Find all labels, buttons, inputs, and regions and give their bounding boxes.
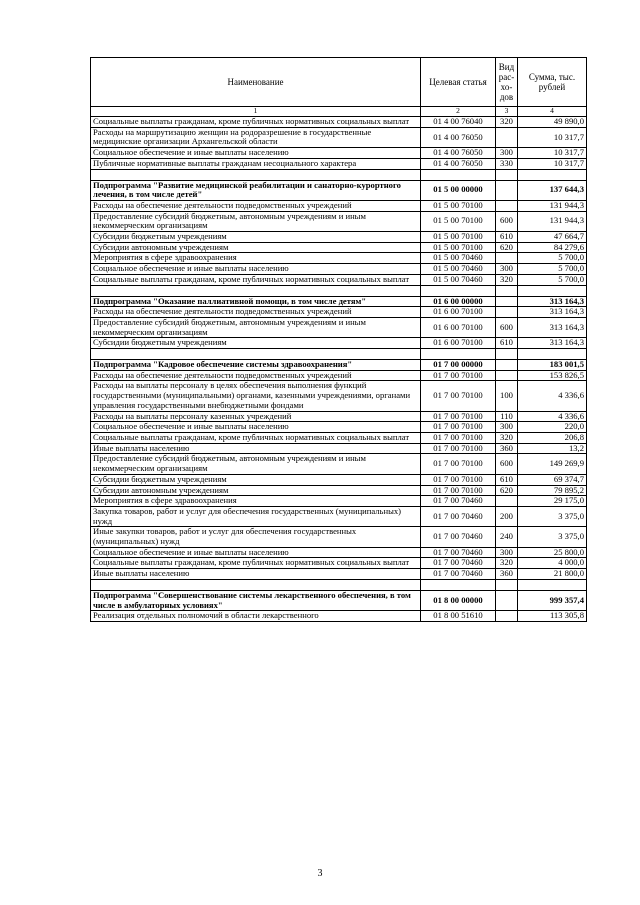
cell-vid: 600 <box>496 454 518 474</box>
cell-name: Субсидии бюджетным учреждениям <box>91 232 421 243</box>
table-row <box>91 253 587 264</box>
subprogram-row <box>91 360 587 371</box>
table-row <box>91 200 587 211</box>
table-row <box>91 211 587 231</box>
cell-vid: 620 <box>496 242 518 253</box>
cell-name: Мероприятия в сфере здравоохранения <box>91 253 421 264</box>
spacer-row <box>91 349 587 360</box>
cell-name: Закупка товаров, работ и услуг для обеспечения государственных (муниципальных) нужд <box>91 506 421 526</box>
cell-sum: 999 357,4 <box>518 590 587 610</box>
cell-vid: 610 <box>496 474 518 485</box>
cell-name: Расходы на выплаты персоналу в целях обеспечения выполнения функций государственными (муниципальными) органами, казенными учреждениями, органами управления государственными внебюджетными фондами <box>91 381 421 411</box>
cell-vid: 360 <box>496 569 518 580</box>
empty-cell <box>421 349 496 360</box>
table-row <box>91 148 587 159</box>
cell-code: 01 7 00 70100 <box>421 432 496 443</box>
cell-code: 01 6 00 00000 <box>421 296 496 307</box>
table-row <box>91 274 587 285</box>
cell-code: 01 7 00 70460 <box>421 527 496 547</box>
empty-cell <box>518 285 587 296</box>
cell-name: Субсидии автономным учреждениям <box>91 242 421 253</box>
cell-name: Социальное обеспечение и иные выплаты населению <box>91 422 421 433</box>
cell-name: Расходы на обеспечение деятельности подведомственных учреждений <box>91 200 421 211</box>
header-name: Наименование <box>91 58 421 107</box>
cell-code: 01 7 00 70100 <box>421 443 496 454</box>
cell-name: Иные выплаты населению <box>91 443 421 454</box>
cell-code: 01 7 00 70460 <box>421 569 496 580</box>
cell-code: 01 6 00 70100 <box>421 317 496 337</box>
cell-code: 01 8 00 51610 <box>421 611 496 622</box>
empty-cell <box>421 285 496 296</box>
cell-code: 01 7 00 70100 <box>421 370 496 381</box>
cell-sum: 69 374,7 <box>518 474 587 485</box>
cell-sum: 25 800,0 <box>518 547 587 558</box>
cell-code: 01 7 00 70100 <box>421 381 496 411</box>
cell-vid <box>496 127 518 147</box>
cell-code: 01 5 00 70100 <box>421 232 496 243</box>
cell-name: Публичные нормативные выплаты гражданам несоциального характера <box>91 158 421 169</box>
empty-cell <box>518 579 587 590</box>
cell-vid: 600 <box>496 211 518 231</box>
cell-sum: 220,0 <box>518 422 587 433</box>
table-row <box>91 307 587 318</box>
cell-vid: 610 <box>496 338 518 349</box>
cell-code: 01 8 00 00000 <box>421 590 496 610</box>
table-row <box>91 474 587 485</box>
cell-vid <box>496 370 518 381</box>
cell-vid: 200 <box>496 506 518 526</box>
cell-sum: 13,2 <box>518 443 587 454</box>
empty-cell <box>91 579 421 590</box>
header-vid: Вид рас-хо-дов <box>496 58 518 107</box>
table-body <box>91 117 587 622</box>
cell-code: 01 5 00 70100 <box>421 211 496 231</box>
cell-vid: 620 <box>496 485 518 496</box>
cell-name: Реализация отдельных полномочий в области лекарственного <box>91 611 421 622</box>
cell-name: Мероприятия в сфере здравоохранения <box>91 496 421 507</box>
cell-sum: 313 164,3 <box>518 317 587 337</box>
cell-name: Социальное обеспечение и иные выплаты населению <box>91 148 421 159</box>
cell-name: Субсидии бюджетным учреждениям <box>91 474 421 485</box>
cell-name: Социальные выплаты гражданам, кроме публичных нормативных социальных выплат <box>91 432 421 443</box>
cell-code: 01 5 00 70460 <box>421 274 496 285</box>
table-row <box>91 242 587 253</box>
cell-vid <box>496 360 518 371</box>
cell-code: 01 5 00 70100 <box>421 200 496 211</box>
table-row <box>91 432 587 443</box>
empty-cell <box>496 285 518 296</box>
cell-sum: 21 800,0 <box>518 569 587 580</box>
empty-cell <box>91 349 421 360</box>
table-row <box>91 569 587 580</box>
subprogram-row <box>91 180 587 200</box>
cell-name: Предоставление субсидий бюджетным, автономным учреждениям и иным некоммерческим организациям <box>91 211 421 231</box>
cell-vid: 300 <box>496 547 518 558</box>
cell-vid: 100 <box>496 381 518 411</box>
cell-name: Подпрограмма "Кадровое обеспечение системы здравоохранения" <box>91 360 421 371</box>
empty-cell <box>496 579 518 590</box>
cell-code: 01 4 00 76050 <box>421 148 496 159</box>
cell-code: 01 7 00 70460 <box>421 496 496 507</box>
cell-sum: 49 890,0 <box>518 117 587 128</box>
cell-vid: 240 <box>496 527 518 547</box>
spacer-row <box>91 579 587 590</box>
column-number: 2 <box>421 107 496 117</box>
table-row <box>91 127 587 147</box>
cell-sum: 3 375,0 <box>518 506 587 526</box>
cell-sum: 5 700,0 <box>518 253 587 264</box>
cell-name: Иные выплаты населению <box>91 569 421 580</box>
cell-vid <box>496 296 518 307</box>
cell-code: 01 7 00 70100 <box>421 454 496 474</box>
cell-sum: 206,8 <box>518 432 587 443</box>
cell-name: Социальные выплаты гражданам, кроме публичных нормативных социальных выплат <box>91 558 421 569</box>
table-row <box>91 381 587 411</box>
table-row <box>91 158 587 169</box>
cell-vid: 600 <box>496 317 518 337</box>
cell-code: 01 4 00 76050 <box>421 127 496 147</box>
cell-code: 01 7 00 00000 <box>421 360 496 371</box>
cell-vid: 320 <box>496 432 518 443</box>
empty-cell <box>518 169 587 180</box>
table-row <box>91 443 587 454</box>
table-row <box>91 485 587 496</box>
cell-vid: 320 <box>496 558 518 569</box>
table-row <box>91 558 587 569</box>
cell-code: 01 4 00 76050 <box>421 158 496 169</box>
cell-sum: 113 305,8 <box>518 611 587 622</box>
cell-name: Иные закупки товаров, работ и услуг для обеспечения государственных (муниципальных) нужд <box>91 527 421 547</box>
cell-sum: 313 164,3 <box>518 338 587 349</box>
cell-sum: 10 317,7 <box>518 148 587 159</box>
cell-vid: 300 <box>496 148 518 159</box>
header-code: Целевая статья <box>421 58 496 107</box>
table-row <box>91 232 587 243</box>
empty-cell <box>421 579 496 590</box>
table-row <box>91 496 587 507</box>
cell-vid: 330 <box>496 158 518 169</box>
header-sum: Сумма, тыс. рублей <box>518 58 587 107</box>
table-row <box>91 454 587 474</box>
table-row <box>91 317 587 337</box>
column-number: 4 <box>518 107 587 117</box>
cell-name: Предоставление субсидий бюджетным, автономным учреждениям и иным некоммерческим организациям <box>91 454 421 474</box>
cell-vid: 110 <box>496 411 518 422</box>
cell-vid: 300 <box>496 264 518 275</box>
cell-sum: 313 164,3 <box>518 307 587 318</box>
table-row <box>91 370 587 381</box>
cell-name: Социальное обеспечение и иные выплаты населению <box>91 264 421 275</box>
cell-name: Социальное обеспечение и иные выплаты населению <box>91 547 421 558</box>
cell-name: Субсидии бюджетным учреждениям <box>91 338 421 349</box>
cell-code: 01 7 00 70460 <box>421 547 496 558</box>
table-row <box>91 547 587 558</box>
cell-sum: 131 944,3 <box>518 211 587 231</box>
cell-sum: 313 164,3 <box>518 296 587 307</box>
cell-vid <box>496 611 518 622</box>
cell-vid <box>496 307 518 318</box>
cell-code: 01 7 00 70460 <box>421 558 496 569</box>
cell-sum: 84 279,6 <box>518 242 587 253</box>
cell-sum: 3 375,0 <box>518 527 587 547</box>
column-number: 1 <box>91 107 421 117</box>
cell-sum: 183 001,5 <box>518 360 587 371</box>
empty-cell <box>496 169 518 180</box>
cell-vid: 300 <box>496 422 518 433</box>
cell-sum: 4 336,6 <box>518 411 587 422</box>
cell-sum: 79 895,2 <box>518 485 587 496</box>
table-row <box>91 338 587 349</box>
empty-cell <box>421 169 496 180</box>
cell-vid <box>496 253 518 264</box>
cell-code: 01 5 00 00000 <box>421 180 496 200</box>
empty-cell <box>91 285 421 296</box>
cell-sum: 137 644,3 <box>518 180 587 200</box>
cell-sum: 131 944,3 <box>518 200 587 211</box>
empty-cell <box>91 169 421 180</box>
cell-name: Расходы на обеспечение деятельности подведомственных учреждений <box>91 370 421 381</box>
cell-name: Расходы на выплаты персоналу казенных учреждений <box>91 411 421 422</box>
cell-code: 01 7 00 70460 <box>421 506 496 526</box>
column-number: 3 <box>496 107 518 117</box>
cell-name: Подпрограмма "Развитие медицинской реабилитации и санаторно-курортного лечения, в том числе детей" <box>91 180 421 200</box>
table-row <box>91 422 587 433</box>
cell-code: 01 4 00 76040 <box>421 117 496 128</box>
spacer-row <box>91 285 587 296</box>
empty-cell <box>518 349 587 360</box>
cell-sum: 5 700,0 <box>518 264 587 275</box>
table-row <box>91 117 587 128</box>
page-number: 3 <box>317 868 323 879</box>
table-row <box>91 411 587 422</box>
cell-vid: 610 <box>496 232 518 243</box>
subprogram-row <box>91 590 587 610</box>
cell-sum: 149 269,9 <box>518 454 587 474</box>
cell-code: 01 5 00 70100 <box>421 242 496 253</box>
cell-code: 01 7 00 70100 <box>421 474 496 485</box>
cell-sum: 47 664,7 <box>518 232 587 243</box>
cell-sum: 29 175,0 <box>518 496 587 507</box>
cell-vid <box>496 180 518 200</box>
cell-code: 01 6 00 70100 <box>421 338 496 349</box>
cell-vid: 320 <box>496 117 518 128</box>
table-row <box>91 506 587 526</box>
column-number-row <box>91 107 587 117</box>
cell-sum: 4 000,0 <box>518 558 587 569</box>
spacer-row <box>91 169 587 180</box>
cell-vid <box>496 496 518 507</box>
budget-table <box>90 57 587 622</box>
cell-vid <box>496 590 518 610</box>
table-row <box>91 264 587 275</box>
cell-code: 01 5 00 70460 <box>421 264 496 275</box>
empty-cell <box>496 349 518 360</box>
cell-code: 01 7 00 70100 <box>421 485 496 496</box>
cell-sum: 153 826,5 <box>518 370 587 381</box>
subprogram-row <box>91 296 587 307</box>
document-page <box>90 57 586 622</box>
cell-name: Расходы на маршрутизацию женщин на родоразрешение в государственные медицинские организации Архангельской области <box>91 127 421 147</box>
cell-name: Подпрограмма "Оказание паллиативной помощи, в том числе детям" <box>91 296 421 307</box>
cell-code: 01 7 00 70100 <box>421 411 496 422</box>
cell-name: Предоставление субсидий бюджетным, автономным учреждениям и иным некоммерческим организациям <box>91 317 421 337</box>
cell-vid <box>496 200 518 211</box>
cell-sum: 10 317,7 <box>518 158 587 169</box>
cell-vid: 320 <box>496 274 518 285</box>
cell-sum: 4 336,6 <box>518 381 587 411</box>
cell-name: Расходы на обеспечение деятельности подведомственных учреждений <box>91 307 421 318</box>
cell-sum: 10 317,7 <box>518 127 587 147</box>
table-header-row <box>91 58 587 107</box>
cell-name: Подпрограмма "Совершенствование системы лекарственного обеспечения, в том числе в амбулаторных условиях" <box>91 590 421 610</box>
cell-name: Социальные выплаты гражданам, кроме публичных нормативных социальных выплат <box>91 274 421 285</box>
cell-vid: 360 <box>496 443 518 454</box>
table-row <box>91 611 587 622</box>
cell-name: Субсидии автономным учреждениям <box>91 485 421 496</box>
cell-sum: 5 700,0 <box>518 274 587 285</box>
cell-code: 01 5 00 70460 <box>421 253 496 264</box>
cell-name: Социальные выплаты гражданам, кроме публичных нормативных социальных выплат <box>91 117 421 128</box>
cell-code: 01 6 00 70100 <box>421 307 496 318</box>
cell-code: 01 7 00 70100 <box>421 422 496 433</box>
table-row <box>91 527 587 547</box>
